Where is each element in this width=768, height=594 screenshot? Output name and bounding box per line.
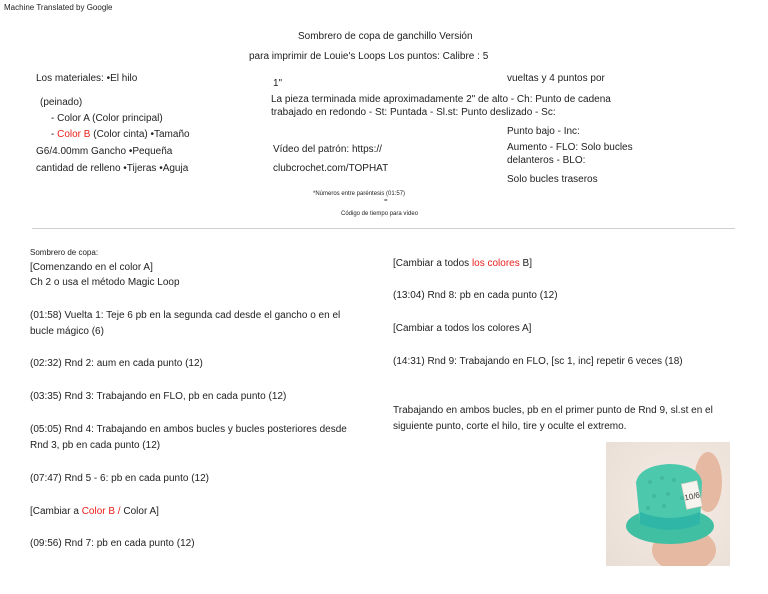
gauge-rounds: vueltas y 4 puntos por <box>507 73 605 84</box>
color-change-text: Color A] <box>120 506 159 517</box>
pattern-step: (02:32) Rnd 2: aum en cada punto (12) <box>30 358 203 369</box>
timecode-note: Código de tiempo para vídeo <box>341 211 419 217</box>
top-hat-illustration <box>606 442 730 566</box>
size-line: trabajado en redondo - St: Puntada - Sl.st: Punto deslizado - Sc: <box>271 107 556 118</box>
gauge-value: 1" <box>273 78 283 89</box>
materials-rest: (Color cinta) •Tamaño <box>90 129 190 140</box>
section-divider <box>32 228 735 229</box>
hat-tag-text: 10/6 <box>683 490 701 503</box>
timecode-note: *Números entre paréntesis (01:57) <box>313 191 406 197</box>
document-subtitle: para imprimir de Louie's Loops Los puntos: Calibre : 5 <box>249 51 489 62</box>
timecode-note-equals: = <box>384 198 388 204</box>
materials-line: - Color A (Color principal) <box>51 113 163 124</box>
colors-label: los colores <box>471 258 520 269</box>
abbrev-inc: Aumento - FLO: Solo bucles <box>507 142 633 153</box>
pattern-step: (13:04) Rnd 8: pb en cada punto (12) <box>393 290 558 301</box>
materials-line: cantidad de relleno •Tijeras •Aguja <box>36 163 189 174</box>
color-change-text: B] <box>519 258 532 269</box>
pattern-step: bucle mágico (6) <box>30 326 104 337</box>
pattern-step: Rnd 3, pb en cada punto (12) <box>30 440 161 451</box>
pattern-step: (03:35) Rnd 3: Trabajando en FLO, pb en cada punto (12) <box>30 391 287 402</box>
pattern-step: Trabajando en ambos bucles, pb en el primer punto de Rnd 9, sl.st en el <box>393 405 713 416</box>
color-change-step: [Cambiar a todos los colores A] <box>393 323 532 334</box>
pattern-step: (01:58) Vuelta 1: Teje 6 pb en la segunda cad desde el gancho o en el <box>30 310 341 321</box>
abbrev-blo: Solo bucles traseros <box>507 174 598 185</box>
materials-line: G6/4.00mm Gancho •Pequeña <box>36 146 173 157</box>
color-change-step <box>393 257 532 271</box>
translation-watermark: Machine Translated by Google <box>4 3 113 12</box>
pattern-step: (09:56) Rnd 7: pb en cada punto (12) <box>30 538 195 549</box>
materials-dash: - <box>51 129 58 140</box>
color-change-text: [Cambiar a todos <box>393 258 472 269</box>
pattern-step: (14:31) Rnd 9: Trabajando en FLO, [sc 1, inc] repetir 6 veces (18) <box>393 356 683 367</box>
color-b-label: Color B <box>57 129 91 140</box>
materials-line <box>51 128 190 142</box>
size-line: La pieza terminada mide aproximadamente 2" de alto - Ch: Punto de cadena <box>271 94 611 105</box>
pattern-step: (05:05) Rnd 4: Trabajando en ambos bucles y bucles posteriores desde <box>30 424 347 435</box>
color-change-step <box>30 505 159 519</box>
section-title: Sombrero de copa: <box>30 248 99 257</box>
color-b-label: Color B / <box>81 506 121 517</box>
video-link-label: Vídeo del patrón: https:// <box>273 144 382 155</box>
abbrev-flo: delanteros - BLO: <box>507 155 586 166</box>
top-hat-photo <box>606 442 730 566</box>
abbrev-sc: Punto bajo - Inc: <box>507 126 580 137</box>
video-link-url[interactable]: clubcrochet.com/TOPHAT <box>273 163 389 174</box>
pattern-step: (07:47) Rnd 5 - 6: pb en cada punto (12) <box>30 473 210 484</box>
pattern-step: [Comenzando en el color A] <box>30 262 153 273</box>
color-change-text: [Cambiar a <box>30 506 82 517</box>
pattern-step: siguiente punto, corte el hilo, tire y oculte el extremo. <box>393 421 627 432</box>
materials-line: (peinado) <box>40 97 83 108</box>
pattern-step: Ch 2 o usa el método Magic Loop <box>30 277 180 288</box>
document-title: Sombrero de copa de ganchillo Versión <box>298 31 473 42</box>
materials-line: Los materiales: •El hilo <box>36 73 138 84</box>
